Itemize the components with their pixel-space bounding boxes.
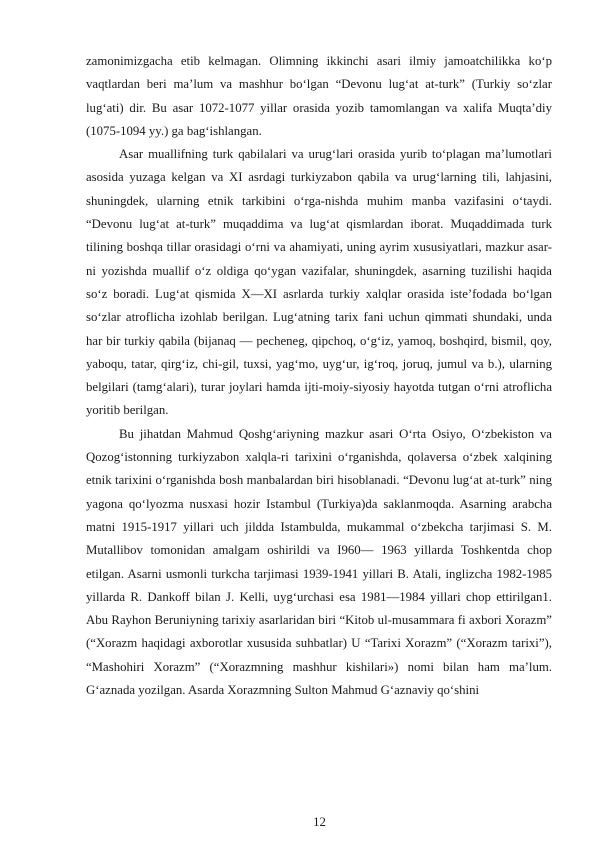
paragraph: Asar muallifning turk qabilalari va urug‘lari orasida yurib to‘plagan ma’lumotlari asosida yuzaga kelgan va XI asrdagi turkiyzabon qabila va urug‘larning tili, lahjasini, shuningdek, ularning etnik tarkibini o‘rga-nishda muhim manba vazifasini o‘taydi. “Devonu lug‘at at-turk” muqaddima va lug‘at qismlardan iborat. Muqaddimada turk tilining boshqa tillar orasidagi o‘rni va ahamiyati, uning ayrim xususiyatlari, mazkur asar-ni yozishda muallif o‘z oldiga qo‘ygan vazifalar, shuningdek, asarning tuzilishi haqida so‘z boradi. Lug‘at qismida X—XI asrlarda turkiy xalqlar orasida iste’fodada bo‘lgan so‘zlar atroflicha izohlab berilgan. Lug‘atning tarix fani uchun qimmati shundaki, unda har bir turkiy qabila (bijanaq — pecheneg, qipchoq, o‘g‘iz, yamoq, boshqird, bismil, qoy, yaboqu, tatar, qirg‘iz, chi-gil, tuxsi, yag‘mo, uyg‘ur, ig‘roq, joruq, jumul va b.), ularning belgilari (tamg‘alari), turar joylari hamda ijti-moiy-siyosiy hayotda tutgan o‘rni atroflicha yoritib berilgan.: [86, 147, 552, 418]
page-number: [0, 814, 595, 830]
paragraph: Bu jihatdan Mahmud Qoshg‘ariyning mazkur asari O‘rta Osiyo, O‘zbekiston va Qozog‘istonning turkiyzabon xalqla-ri tarixini o‘rganishda, qolaversa o‘zbek xalqining etnik tarixini o‘rganishda bosh manbalardan biri hisoblanadi. “Devonu lug‘at at-turk” ning yagona qo‘lyozma nusxasi hozir Istambul (Turkiya)da saklanmoqda. Asarning arabcha matni 1915-1917 yillari uch jildda Istambulda, mukammal o‘zbekcha tarjimasi S. M. Mutallibov tomonidan amalgam oshirildi va I960— 1963 yillarda Toshkentda chop etilgan. Asarni usmonli turkcha tarjimasi 1939-1941 yillari B. Atali, inglizcha 1982-1985 yillarda R. Dankoff bilan J. Kelli, uyg‘urchasi esa 1981—1984 yillari chop ettirilgan1. Abu Rayhon Beruniyning tarixiy asarlaridan biri “Kitob ul-musammara fi axbori Xorazm” (“Xorazm haqidagi axborotlar xususida suhbatlar) U “Tarixi Xorazm” (“Xorazm tarixi”), “Mashohiri Xorazm” (“Xorazmning mashhur kishilari») nomi bilan ham ma’lum. G‘aznada yozilgan. Asarda Xorazmning Sulton Mahmud G‘aznaviy qo‘shini: [86, 426, 552, 698]
page-number-text: 12: [313, 815, 326, 829]
paragraph-continuation: zamonimizgacha etib kelmagan. Olimning ikkinchi asari ilmiy jamoatchilikka ko‘p vaqtlardan beri ma’lum va mashhur bo‘lgan “Devonu lug‘at at-turk” (Turkiy so‘zlar lug‘ati) dir. Bu asar 1072-1077 yillar orasida yozib tamomlangan va xalifa Muqta’diy (1075-1094 yy.) ga bag‘ishlangan.: [86, 54, 552, 138]
body-text: [86, 50, 552, 702]
